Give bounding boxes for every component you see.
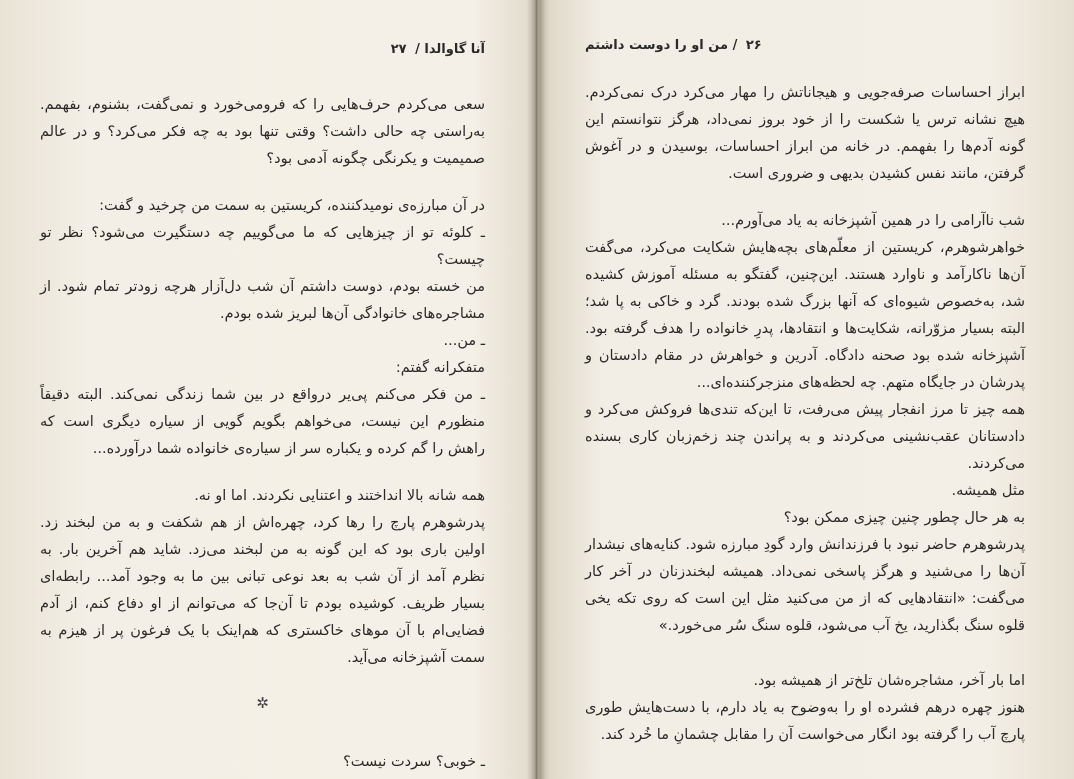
running-head-left xyxy=(387,42,485,57)
paragraph-gap xyxy=(585,640,1025,668)
paragraph: ـ من... xyxy=(443,333,485,349)
paragraph: پدرشوهرم پارچ را رها کرد، چهره‌اش از هم شکفت و به من لبخند زد. اولین باری بود که این گونه به من لبخند می‌زد. شاید هم آخرین بار. به نظرم آمد از آن شب به بعد نوعی تبانی بین ما به وجود آمد... رابطه‌ای بسیار ظریف. کوشیده بودم تا آن‌جا که می‌توانم از او دفاع کنم، از آدم فضایی‌ام با آن موهای خاکستری که هم‌اینک با یک فرغون پر از هیزم به سمت آشپزخانه می‌آید. xyxy=(40,515,485,666)
paragraph: ابراز احساسات صرفه‌جویی و هیجاناتش را مهار می‌کرد درک نمی‌کردم. هیچ نشانه ترس یا شکست را از خود بروز نمی‌داد، هرگز نتوانستم این گونه آدم‌ها را بفهمم. در خانه من ابراز احساسات، بوسیدن و در آغوش گرفتن، مانند نفس کشیدن بدیهی و ضروری است. xyxy=(585,85,1025,182)
body-text xyxy=(40,92,485,776)
paragraph: پدرشوهرم حاضر نبود با فرزندانش وارد گودِ مبارزه شود. کنایه‌های نیشدار آن‌ها را می‌شنید و هرگز پاسخی نمی‌داد. همیشه لبخندزنان در آخر کار می‌گفت: «انتقادهایی که از من می‌کنید مثل این است که روی تکه یخی قلوه سنگ بگذارید، یخ آب می‌شود، قلوه سنگ سُر می‌خورد.» xyxy=(585,537,1025,634)
paragraph: ـ کلوئه تو از چیزهایی که ما می‌گوییم چه دستگیرت می‌شود؟ نظر تو چیست؟ xyxy=(40,225,485,268)
right-page xyxy=(585,0,1025,779)
paragraph: ـ من فکر می‌کنم پی‌یر درواقع در بین شما زندگی نمی‌کند. البته دقیقاً منظورم این نیست، می‌خواهم بگویم گویی از سیاره دیگری است که راهش را گم کرده و یکباره سر از سیاره‌ی خانواده شما درآورده... xyxy=(40,387,485,457)
paragraph: سعی می‌کردم حرف‌هایی را که فرومی‌خورد و نمی‌گفت، بشنوم، بفهمم. به‌راستی چه حالی داشت؟ وقتی تنها بود به چه فکر می‌کرد؟ و در عالم صمیمیت و یکرنگی چگونه آدمی بود؟ xyxy=(40,97,485,167)
paragraph: در آن مبارزه‌ی نومیدکننده، کریستین به سمت من چرخید و گفت: xyxy=(99,198,485,214)
paragraph: به هر حال چطور چنین چیزی ممکن بود؟ xyxy=(783,510,1025,526)
running-head-right xyxy=(585,38,766,53)
book-gutter xyxy=(527,0,545,779)
left-page xyxy=(40,0,485,779)
paragraph-gap xyxy=(40,463,485,483)
running-head-title: / من او را دوست داشتم xyxy=(585,38,738,53)
paragraph-gap xyxy=(585,188,1025,208)
paragraph: هنوز چهره درهم فشرده‌ او را به‌وضوح به یاد دارم، با دست‌هایش طوری پارچ آب را گرفته بود انگار می‌خواست آن را مقابل چشمانِ ما خُرد کند. xyxy=(585,700,1025,743)
paragraph: متفکرانه گفتم: xyxy=(395,360,485,376)
paragraph-gap xyxy=(40,173,485,193)
paragraph: همه شانه بالا انداختند و اعتنایی نکردند. اما او نه. xyxy=(194,488,485,504)
page-number: ۲۶ xyxy=(745,38,762,53)
running-head-title: آنا گاوالدا / xyxy=(415,42,485,57)
section-break-ornament: ✲ xyxy=(256,694,269,712)
body-text xyxy=(585,80,1025,749)
page-number: ۲۷ xyxy=(390,42,407,57)
paragraph: مثل همیشه. xyxy=(951,483,1025,499)
paragraph: اما بار آخر، مشاجره‌شان تلخ‌تر از همیشه بود. xyxy=(753,673,1025,689)
paragraph: ـ خوبی؟ سردت نیست؟ xyxy=(343,754,485,770)
paragraph: خواهرشوهرم، کریستین از معلّم‌های بچه‌هایش شکایت می‌کرد، می‌گفت آن‌ها ناکارآمد و ناوارد هستند. این‌چنین، گفتگو به مسئله آموزش کشیده شد، به‌خصوص شیوه‌ای که آنها بزرگ شده بودند. گرد و خاکی به پا شد؛ البته بسیار مزوّرانه، شکایت‌ها و انتقادها، پدرِ خانواده را هدف گرفته بود. آشپزخانه شده بود صحنه دادگاه. آدرین و خواهرش در مقام دادستان و پدرشان در جایگاه متهم. چه لحظه‌های منزجرکننده‌ای... xyxy=(585,240,1025,391)
paragraph: شب ناآرامی را در همین آشپزخانه به یاد می‌آورم... xyxy=(721,213,1025,229)
paragraph: من خسته بودم، دوست داشتم آن شب دل‌آزار هرچه زودتر تمام شود. از مشاجره‌های خانوادگی آن‌ها لبریز شده بودم. xyxy=(40,279,485,322)
paragraph: همه چیز تا مرز انفجار پیش می‌رفت، تا این‌که تندی‌ها فروکش می‌کرد و دادستانان عقب‌نشینی می‌کردند و به پراندن چند زخم‌زبان کاری بسنده می‌کردند. xyxy=(585,402,1025,472)
